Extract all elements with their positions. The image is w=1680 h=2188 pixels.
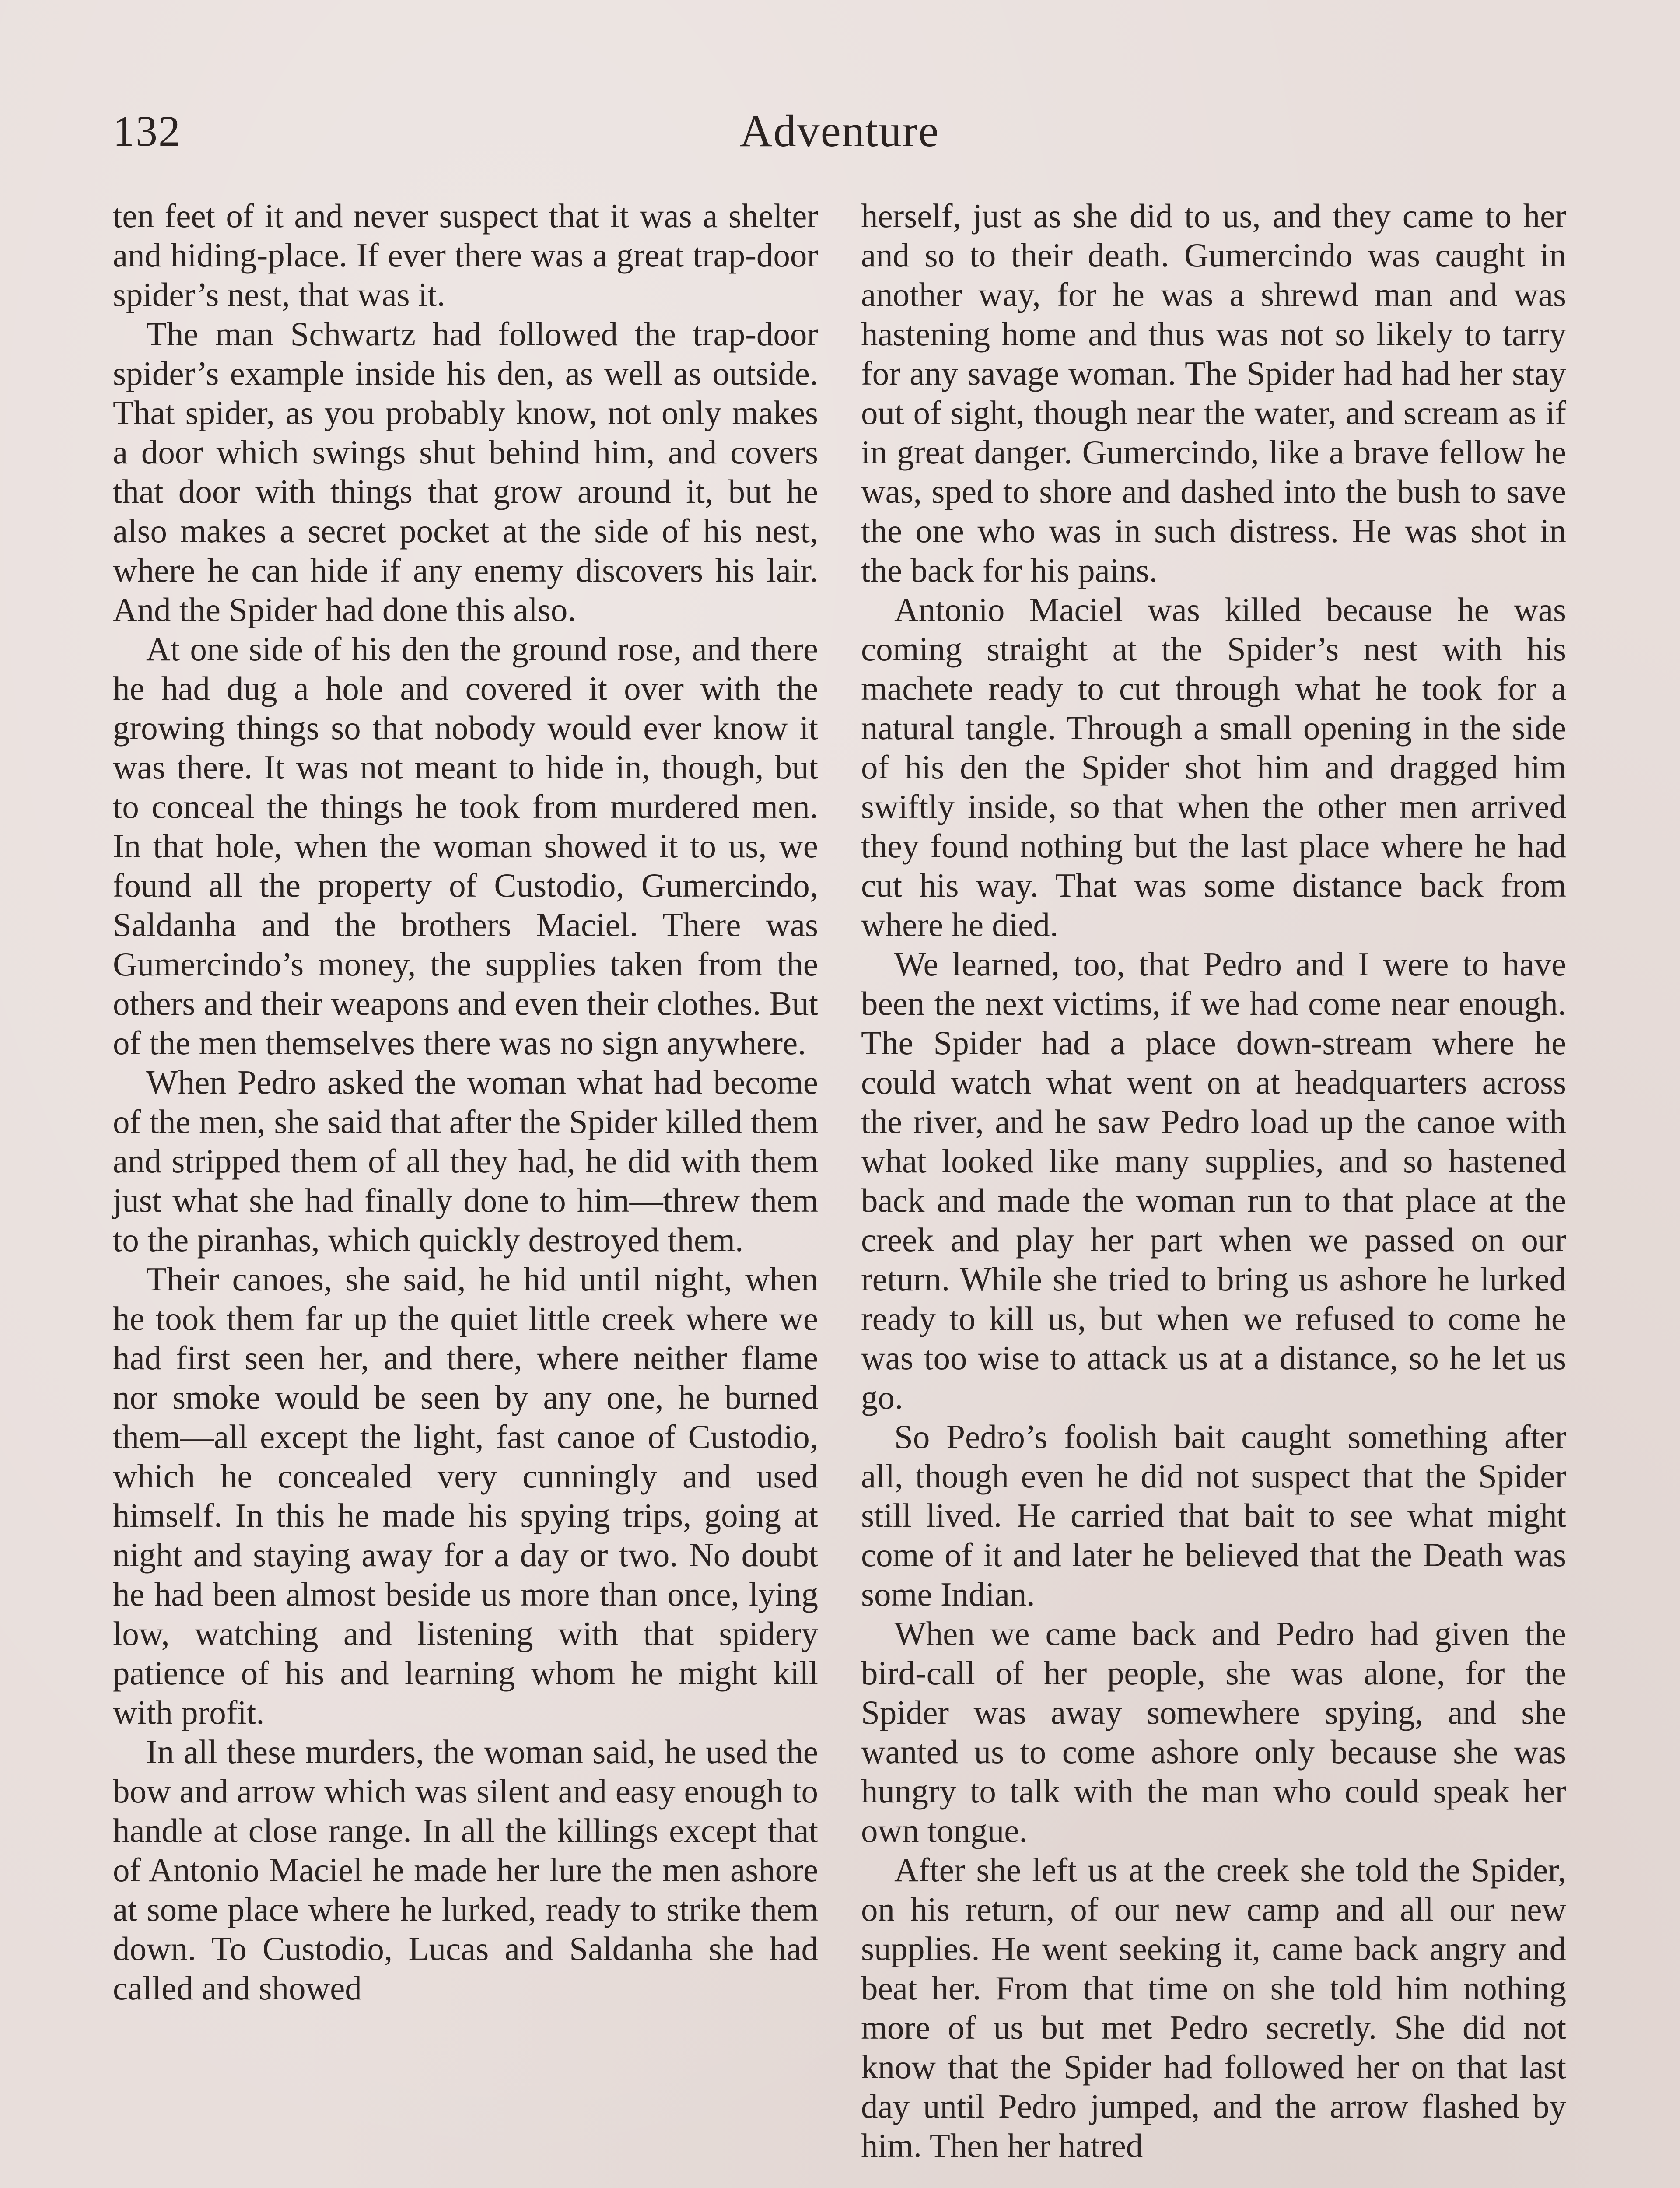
paragraph: herself, just as she did to us, and they came to her and so to their death. Gumercindo was caught in another way, for he was a shrewd man and was hastening home and thus was not so likely to tarry for any savage woman. The Spider had had her stay out of sight, though near the water, and scream as if in great danger. Gumercindo, like a brave fellow he was, sped to shore and dashed into the bush to save the one who was in such distress. He was shot in the back for his pains. [861, 197, 1566, 589]
paragraph: ten feet of it and never suspect that it was a shelter and hiding-place. If ever there was a great trap-door spider’s nest, that was it. [113, 197, 818, 313]
paragraph: Antonio Maciel was killed because he was coming straight at the Spider’s nest with his machete ready to cut through what he took for a natural tangle. Through a small opening in the side of his den the Spider shot him and dragged him swiftly inside, so that when the other men arrived they found nothing but the last place where he had cut his way. That was some distance back from where he died. [861, 591, 1566, 943]
paragraph: Their canoes, she said, he hid until night, when he took them far up the quiet little creek where we had first seen her, and there, where neither flame nor smoke would be seen by any one, he burned them—all except the light, fast canoe of Custodio, which he concealed very cunningly and used himself. In this he made his spying trips, going at night and staying away for a day or two. No doubt he had been almost beside us more than once, lying low, watching and listening with that spidery patience of his and learning whom he might kill with profit. [113, 1260, 818, 1731]
paragraph: When we came back and Pedro had given the bird-call of her people, she was alone, for the Spider was away somewhere spying, and she wanted us to come ashore only because she was hungry to talk with the man who could speak her own tongue. [861, 1615, 1566, 1849]
paragraph: After she left us at the creek she told the Spider, on his return, of our new camp and all our new supplies. He went seeking it, came back angry and beat her. From that time on she told him nothing more of us but met Pedro secretly. She did not know that the Spider had followed her on that last day until Pedro jumped, and the arrow flashed by him. Then her hatred [861, 1851, 1566, 2164]
right-text-column [861, 196, 1566, 2165]
running-head-title: Adventure [739, 106, 940, 156]
page-header [113, 101, 1566, 162]
paragraph: At one side of his den the ground rose, and there he had dug a hole and covered it over with the growing things so that nobody would ever know it was there. It was not meant to hide in, though, but to conceal the things he took from murdered men. In that hole, when the woman showed it to us, we found all the property of Custodio, Gumercindo, Saldanha and the brothers Maciel. There was Gumercindo’s money, the supplies taken from the others and their weapons and even their clothes. But of the men themselves there was no sign anywhere. [113, 630, 818, 1062]
paragraph: In all these murders, the woman said, he used the bow and arrow which was silent and easy enough to handle at close range. In all the killings except that of Antonio Maciel he made her lure the men ashore at some place where he lurked, ready to strike them down. To Custodio, Lucas and Saldanha she had called and showed [113, 1733, 818, 2007]
paragraph: When Pedro asked the woman what had become of the men, she said that after the Spider killed them and stripped them of all they had, he did with them just what she had finally done to him—threw them to the piranhas, which quickly destroyed them. [113, 1063, 818, 1259]
paragraph: So Pedro’s foolish bait caught something after all, though even he did not suspect that the Spider still lived. He carried that bait to see what might come of it and later he believed that the Death was some Indian. [861, 1418, 1566, 1613]
left-text-column [113, 196, 818, 2008]
paragraph: The man Schwartz had followed the trap-door spider’s example inside his den, as well as outside. That spider, as you probably know, not only makes a door which swings shut behind him, and covers that door with things that grow around it, but he also makes a secret pocket at the side of his nest, where he can hide if any enemy discovers his lair. And the Spider had done this also. [113, 315, 818, 628]
page-number: 132 [113, 107, 181, 155]
paragraph: We learned, too, that Pedro and I were to have been the next victims, if we had come near enough. The Spider had a place down-stream where he could watch what went on at headquarters across the river, and he saw Pedro load up the canoe with what looked like many supplies, and so hastened back and made the woman run to that place at the creek and play her part when we passed on our return. While she tried to bring us ashore he lurked ready to kill us, but when we refused to come he was too wise to attack us at a distance, so he let us go. [861, 945, 1566, 1416]
